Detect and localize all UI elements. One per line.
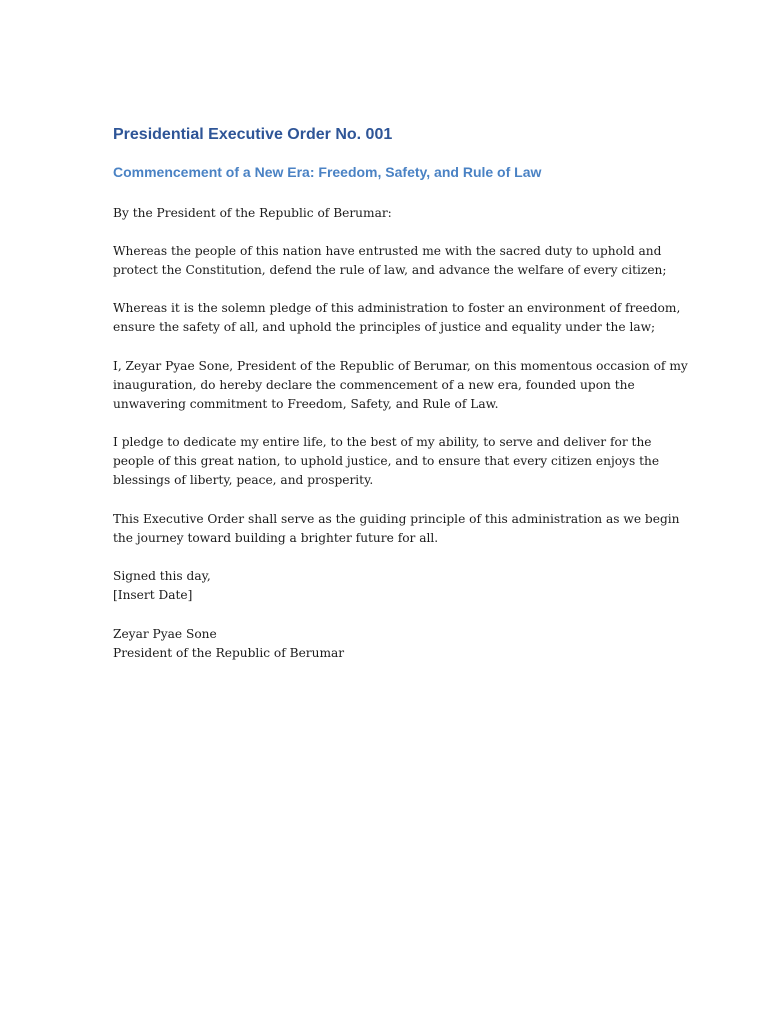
paragraph-line: Whereas it is the solemn pledge of this administration to foster an environment of freedom, xyxy=(113,301,681,315)
paragraph-line: blessings of liberty, peace, and prosperity. xyxy=(113,473,374,487)
pledge-paragraph xyxy=(113,433,673,490)
paragraph-line: I pledge to dedicate my entire life, to the best of my ability, to serve and deliver for the xyxy=(113,435,652,449)
paragraph-line: Whereas the people of this nation have entrusted me with the sacred duty to uphold and xyxy=(113,244,662,258)
signatory-position: President of the Republic of Berumar xyxy=(113,646,345,660)
paragraph-line: I, Zeyar Pyae Sone, President of the Republic of Berumar, on this momentous occasion of my xyxy=(113,359,688,373)
whereas-paragraph-2 xyxy=(113,299,681,337)
whereas-paragraph-1 xyxy=(113,242,673,280)
paragraph-line: ensure the safety of all, and uphold the principles of justice and equality under the law; xyxy=(113,320,656,334)
document-title: Presidential Executive Order No. 001 xyxy=(113,126,393,143)
paragraph-line: protect the Constitution, defend the rule of law, and advance the welfare of every citizen; xyxy=(113,263,667,277)
document-subtitle: Commencement of a New Era: Freedom, Safety, and Rule of Law xyxy=(113,164,542,180)
declaration-paragraph xyxy=(113,357,688,414)
paragraph-line: unwavering commitment to Freedom, Safety, and Rule of Law. xyxy=(113,397,499,411)
signed-block xyxy=(113,567,673,605)
signatory-name: Zeyar Pyae Sone xyxy=(113,627,217,641)
intro-line: By the President of the Republic of Berumar: xyxy=(113,206,392,220)
paragraph-line: This Executive Order shall serve as the guiding principle of this administration as we begin xyxy=(113,512,680,526)
date-placeholder: [Insert Date] xyxy=(113,588,193,602)
paragraph-line: people of this great nation, to uphold justice, and to ensure that every citizen enjoys the xyxy=(113,454,660,468)
paragraph-line: inauguration, do hereby declare the commencement of a new era, founded upon the xyxy=(113,378,635,392)
paragraph-line: the journey toward building a brighter future for all. xyxy=(113,531,439,545)
signed-line: Signed this day, xyxy=(113,569,211,583)
signature-block xyxy=(113,625,673,663)
intro-paragraph xyxy=(113,204,673,223)
order-paragraph xyxy=(113,510,680,548)
